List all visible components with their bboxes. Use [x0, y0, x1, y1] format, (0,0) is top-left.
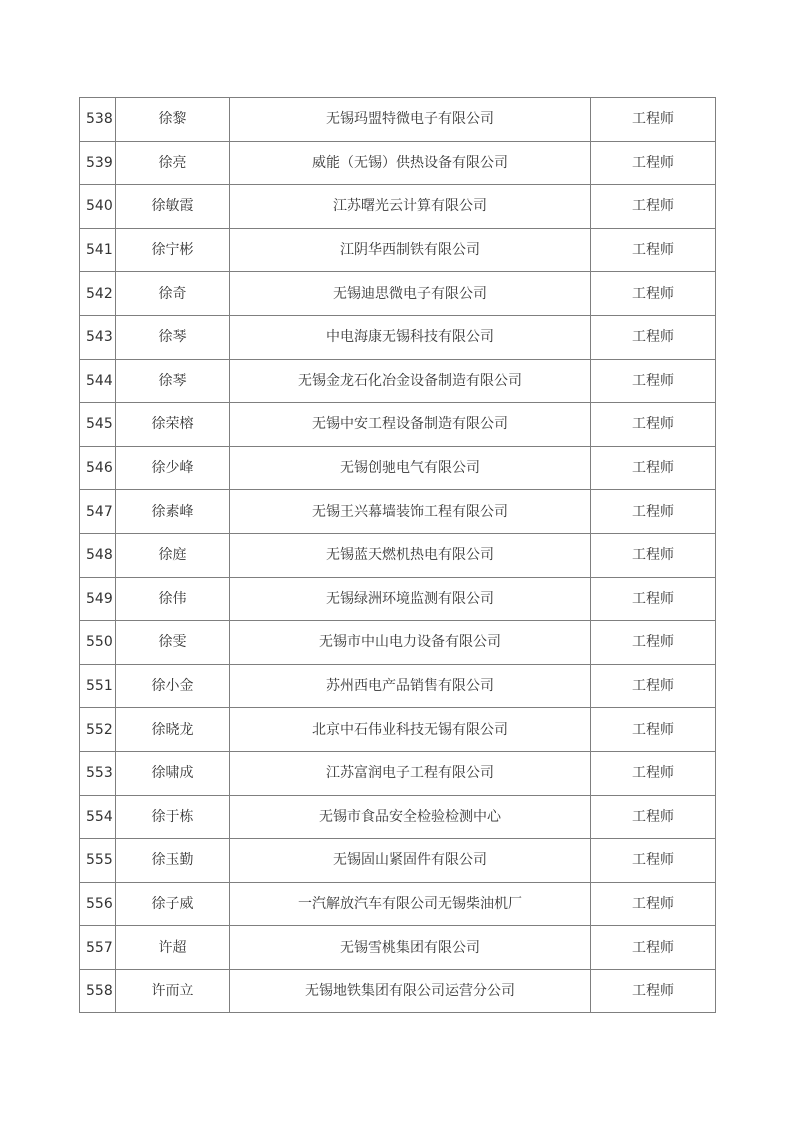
table-row [80, 708, 716, 752]
job-title: 工程师 [591, 403, 716, 447]
company-name: 无锡王兴幕墙装饰工程有限公司 [230, 490, 591, 534]
person-name: 许超 [116, 926, 230, 970]
company-name: 无锡金龙石化冶金设备制造有限公司 [230, 359, 591, 403]
job-title: 工程师 [591, 839, 716, 883]
job-title: 工程师 [591, 795, 716, 839]
job-title: 工程师 [591, 926, 716, 970]
table-row [80, 272, 716, 316]
table-row [80, 98, 716, 142]
person-name: 徐亮 [116, 141, 230, 185]
table-row [80, 621, 716, 665]
job-title: 工程师 [591, 664, 716, 708]
person-name: 徐庭 [116, 533, 230, 577]
company-name: 无锡迪思微电子有限公司 [230, 272, 591, 316]
person-name: 徐琴 [116, 315, 230, 359]
company-name: 无锡绿洲环境监测有限公司 [230, 577, 591, 621]
person-name: 徐敏霞 [116, 185, 230, 229]
table-row [80, 882, 716, 926]
row-number: 545 [80, 403, 116, 447]
person-name: 徐少峰 [116, 446, 230, 490]
roster-table [79, 97, 716, 1013]
job-title: 工程师 [591, 315, 716, 359]
table-row [80, 533, 716, 577]
person-name: 徐小金 [116, 664, 230, 708]
row-number: 558 [80, 969, 116, 1013]
table-row [80, 446, 716, 490]
person-name: 徐素峰 [116, 490, 230, 534]
row-number: 556 [80, 882, 116, 926]
table-row [80, 577, 716, 621]
row-number: 550 [80, 621, 116, 665]
table-row [80, 664, 716, 708]
row-number: 553 [80, 751, 116, 795]
row-number: 539 [80, 141, 116, 185]
person-name: 徐琴 [116, 359, 230, 403]
person-name: 徐奇 [116, 272, 230, 316]
table-row [80, 969, 716, 1013]
job-title: 工程师 [591, 272, 716, 316]
company-name: 无锡固山紧固件有限公司 [230, 839, 591, 883]
person-name: 徐雯 [116, 621, 230, 665]
job-title: 工程师 [591, 969, 716, 1013]
table-row [80, 359, 716, 403]
company-name: 无锡蓝天燃机热电有限公司 [230, 533, 591, 577]
person-name: 徐于栋 [116, 795, 230, 839]
row-number: 555 [80, 839, 116, 883]
row-number: 549 [80, 577, 116, 621]
person-name: 徐黎 [116, 98, 230, 142]
job-title: 工程师 [591, 621, 716, 665]
company-name: 江阴华西制铁有限公司 [230, 228, 591, 272]
table-row [80, 315, 716, 359]
company-name: 无锡地铁集团有限公司运营分公司 [230, 969, 591, 1013]
company-name: 中电海康无锡科技有限公司 [230, 315, 591, 359]
row-number: 554 [80, 795, 116, 839]
company-name: 无锡市中山电力设备有限公司 [230, 621, 591, 665]
row-number: 557 [80, 926, 116, 970]
company-name: 威能（无锡）供热设备有限公司 [230, 141, 591, 185]
job-title: 工程师 [591, 708, 716, 752]
person-name: 徐晓龙 [116, 708, 230, 752]
person-name: 许而立 [116, 969, 230, 1013]
company-name: 北京中石伟业科技无锡有限公司 [230, 708, 591, 752]
table-row [80, 751, 716, 795]
person-name: 徐玉勤 [116, 839, 230, 883]
table-row [80, 228, 716, 272]
table-row [80, 926, 716, 970]
company-name: 无锡雪桃集团有限公司 [230, 926, 591, 970]
row-number: 546 [80, 446, 116, 490]
person-name: 徐伟 [116, 577, 230, 621]
company-name: 无锡创驰电气有限公司 [230, 446, 591, 490]
job-title: 工程师 [591, 228, 716, 272]
job-title: 工程师 [591, 446, 716, 490]
company-name: 江苏曙光云计算有限公司 [230, 185, 591, 229]
job-title: 工程师 [591, 577, 716, 621]
person-name: 徐子威 [116, 882, 230, 926]
job-title: 工程师 [591, 533, 716, 577]
job-title: 工程师 [591, 751, 716, 795]
row-number: 547 [80, 490, 116, 534]
roster-table-body [80, 98, 716, 1013]
company-name: 江苏富润电子工程有限公司 [230, 751, 591, 795]
company-name: 一汽解放汽车有限公司无锡柴油机厂 [230, 882, 591, 926]
company-name: 无锡玛盟特微电子有限公司 [230, 98, 591, 142]
row-number: 541 [80, 228, 116, 272]
table-row [80, 490, 716, 534]
person-name: 徐啸成 [116, 751, 230, 795]
table-row [80, 403, 716, 447]
table-row [80, 141, 716, 185]
company-name: 苏州西电产品销售有限公司 [230, 664, 591, 708]
job-title: 工程师 [591, 98, 716, 142]
table-row [80, 795, 716, 839]
person-name: 徐荣榕 [116, 403, 230, 447]
row-number: 548 [80, 533, 116, 577]
person-name: 徐宁彬 [116, 228, 230, 272]
row-number: 543 [80, 315, 116, 359]
table-row [80, 839, 716, 883]
row-number: 542 [80, 272, 116, 316]
row-number: 544 [80, 359, 116, 403]
job-title: 工程师 [591, 882, 716, 926]
job-title: 工程师 [591, 359, 716, 403]
job-title: 工程师 [591, 141, 716, 185]
table-row [80, 185, 716, 229]
row-number: 540 [80, 185, 116, 229]
company-name: 无锡中安工程设备制造有限公司 [230, 403, 591, 447]
job-title: 工程师 [591, 185, 716, 229]
row-number: 538 [80, 98, 116, 142]
row-number: 551 [80, 664, 116, 708]
job-title: 工程师 [591, 490, 716, 534]
row-number: 552 [80, 708, 116, 752]
company-name: 无锡市食品安全检验检测中心 [230, 795, 591, 839]
